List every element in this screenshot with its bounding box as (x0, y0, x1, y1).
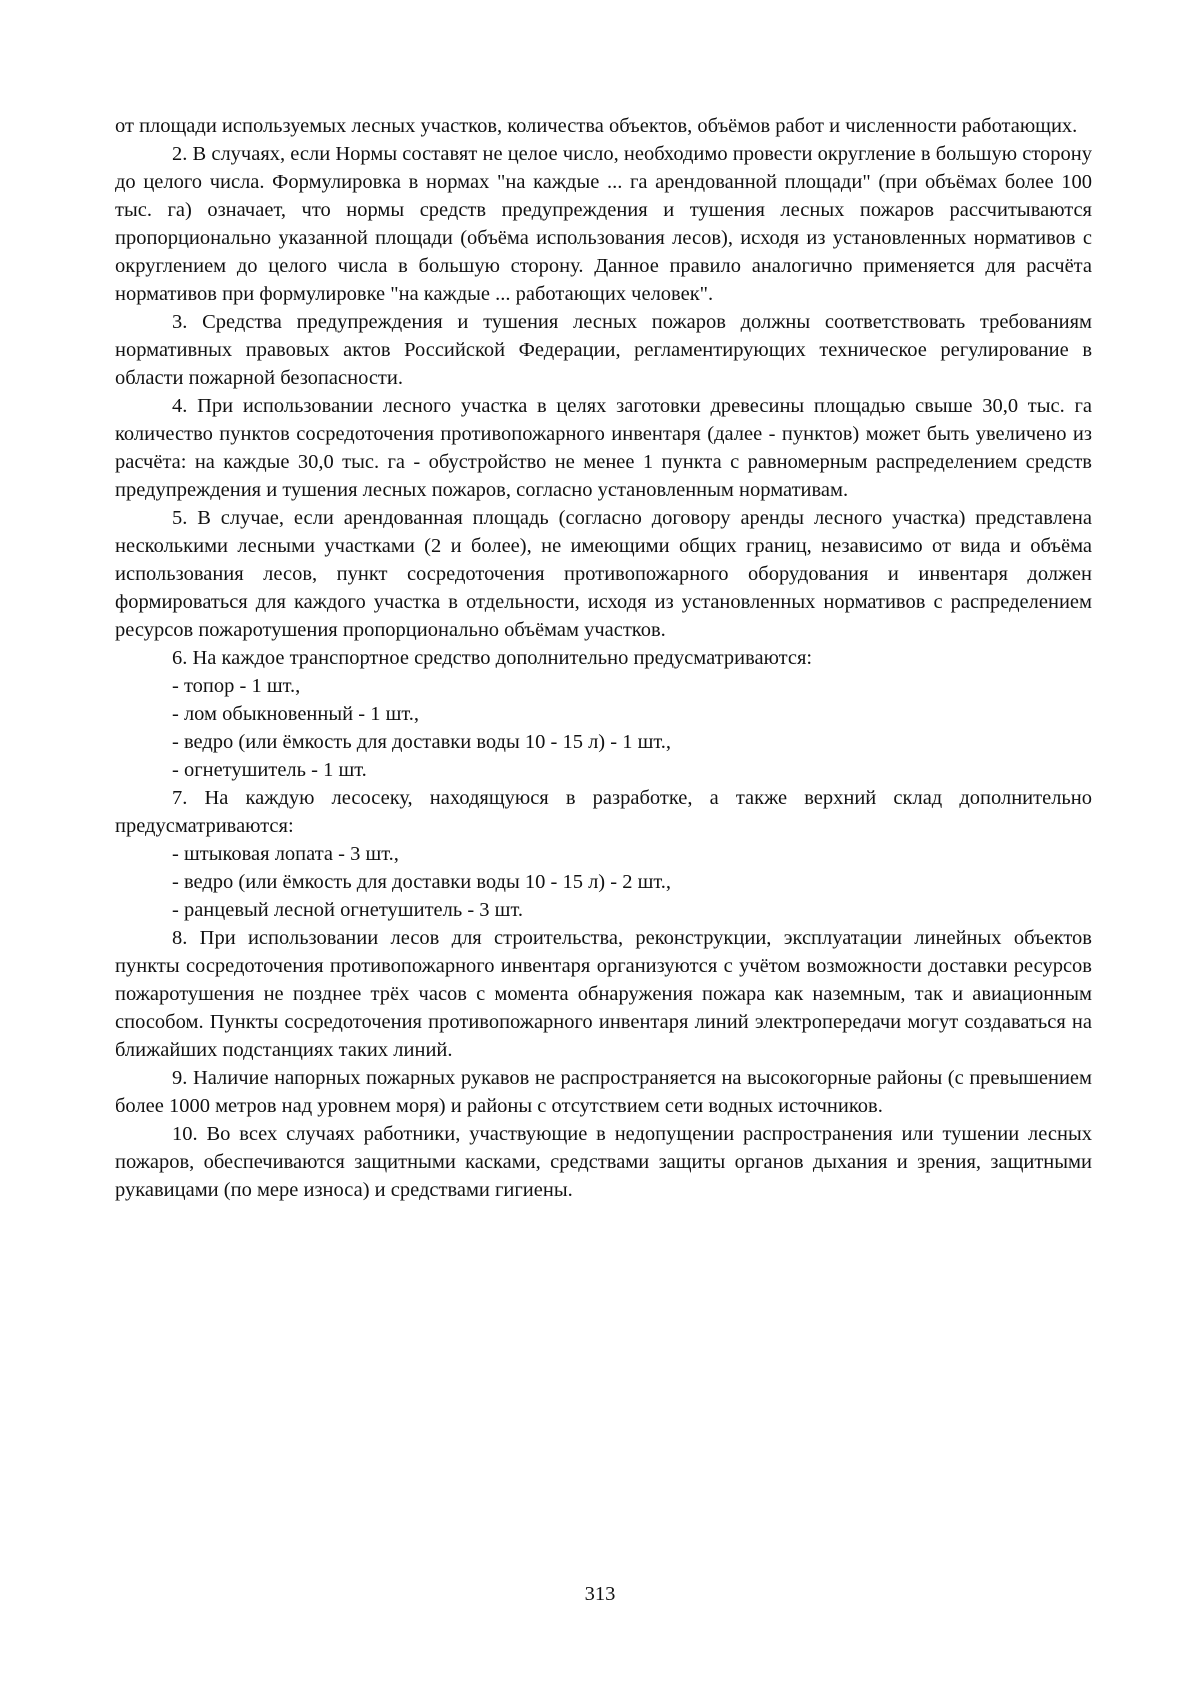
paragraph-4: 4. При использовании лесного участка в целях заготовки древесины площадью свыше 30,0 тыс. га количество пунктов сосредоточения противопожарного инвентаря (далее - пунктов) может быть увеличено из расчёта: на каждые 30,0 тыс. га - обустройство не менее 1 пункта с равномерным распределением средств предупреждения и тушения лесных пожаров, согласно установленным нормативам. (115, 395, 1092, 501)
paragraph-9: 9. Наличие напорных пожарных рукавов не распространяется на высокогорные районы (с превышением более 1000 метров над уровнем моря) и районы с отсутствием сети водных источников. (115, 1067, 1092, 1117)
list-item: - ведро (или ёмкость для доставки воды 10 - 15 л) - 1 шт., (172, 731, 672, 753)
paragraph-continuation: от площади используемых лесных участков, количества объектов, объёмов работ и численности работающих. (115, 115, 1078, 137)
paragraph-8: 8. При использовании лесов для строительства, реконструкции, эксплуатации линейных объектов пункты сосредоточения противопожарного инвентаря организуются с учётом возможности доставки ресурсов пожаротушения не позднее трёх часов с момента обнаружения пожара как наземным, так и авиационным способом. Пункты сосредоточения противопожарного инвентаря линий электропередачи могут создаваться на ближайших подстанциях таких линий. (115, 927, 1092, 1061)
document-body (115, 112, 1092, 1204)
paragraph-10: 10. Во всех случаях работники, участвующие в недопущении распространения или тушении лесных пожаров, обеспечиваются защитными касками, средствами защиты органов дыхания и зрения, защитными рукавицами (по мере износа) и средствами гигиены. (115, 1123, 1092, 1201)
list-item: - лом обыкновенный - 1 шт., (172, 703, 420, 725)
paragraph-2: 2. В случаях, если Нормы составят не целое число, необходимо провести округление в большую сторону до целого числа. Формулировка в нормах "на каждые ... га арендованной площади" (при объёмах более 100 тыс. га) означает, что нормы средств предупреждения и тушения лесных пожаров рассчитываются пропорционально указанной площади (объёма использования лесов), исходя из установленных нормативов с округлением до целого числа в большую сторону. Данное правило аналогично применяется для расчёта нормативов при формулировке "на каждые ... работающих человек". (115, 143, 1092, 305)
list-item: - ранцевый лесной огнетушитель - 3 шт. (172, 899, 523, 921)
list-item: - огнетушитель - 1 шт. (172, 759, 367, 781)
paragraph-3: 3. Средства предупреждения и тушения лесных пожаров должны соответствовать требованиям нормативных правовых актов Российской Федерации, регламентирующих техническое регулирование в области пожарной безопасности. (115, 311, 1092, 389)
paragraph-7: 7. На каждую лесосеку, находящуюся в разработке, а также верхний склад дополнительно предусматриваются: (115, 787, 1092, 837)
paragraph-6: 6. На каждое транспортное средство дополнительно предусматриваются: (172, 647, 813, 669)
list-item: - ведро (или ёмкость для доставки воды 10 - 15 л) - 2 шт., (172, 871, 672, 893)
list-item: - штыковая лопата - 3 шт., (172, 843, 399, 865)
paragraph-5: 5. В случае, если арендованная площадь (согласно договору аренды лесного участка) представлена несколькими лесными участками (2 и более), не имеющими общих границ, независимо от вида и объёма использования лесов, пункт сосредоточения противопожарного оборудования и инвентаря должен формироваться для каждого участка в отдельности, исходя из установленных нормативов с распределением ресурсов пожаротушения пропорционально объёмам участков. (115, 507, 1092, 641)
list-item: - топор - 1 шт., (172, 675, 301, 697)
page-number: 313 (584, 1583, 616, 1605)
